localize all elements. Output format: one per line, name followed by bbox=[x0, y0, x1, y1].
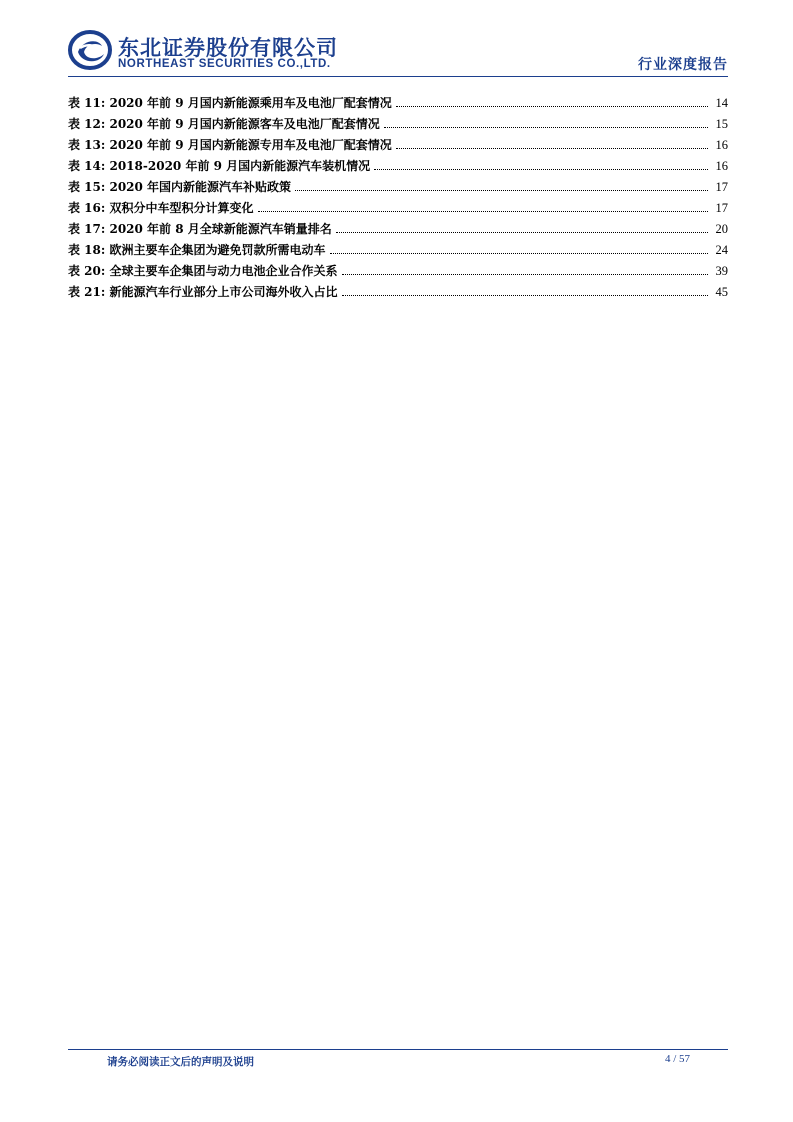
toc-entry-page: 45 bbox=[715, 285, 728, 299]
toc-entry[interactable] bbox=[68, 283, 728, 304]
toc-leader-dots bbox=[396, 147, 708, 149]
toc-entry-page: 14 bbox=[715, 96, 728, 110]
toc-leader-dots bbox=[396, 105, 708, 107]
toc-entry[interactable] bbox=[68, 157, 728, 178]
toc-entry-page: 24 bbox=[715, 243, 728, 257]
toc-entry[interactable] bbox=[68, 241, 728, 262]
toc-entry-page: 39 bbox=[715, 264, 728, 278]
toc-entry[interactable] bbox=[68, 199, 728, 220]
toc-leader-dots bbox=[342, 273, 709, 275]
footer-divider bbox=[68, 1049, 728, 1050]
toc-entry-label: 表 12: 2020 年前 9 月国内新能源客车及电池厂配套情况 bbox=[68, 117, 380, 131]
company-name-en: NORTHEAST SECURITIES CO.,LTD. bbox=[118, 58, 331, 70]
company-logo-icon bbox=[68, 30, 112, 70]
toc-entry-label: 表 21: 新能源汽车行业部分上市公司海外收入占比 bbox=[68, 285, 338, 299]
toc-entry-label: 表 17: 2020 年前 8 月全球新能源汽车销量排名 bbox=[68, 222, 332, 236]
toc-leader-dots bbox=[342, 294, 709, 296]
toc-entry[interactable] bbox=[68, 136, 728, 157]
toc-leader-dots bbox=[384, 126, 708, 128]
toc-entry-label: 表 20: 全球主要车企集团与动力电池企业合作关系 bbox=[68, 264, 338, 278]
toc-entry-label: 表 11: 2020 年前 9 月国内新能源乘用车及电池厂配套情况 bbox=[68, 96, 392, 110]
toc-entry-label: 表 18: 欧洲主要车企集团为避免罚款所需电动车 bbox=[68, 243, 326, 257]
toc-entry-page: 15 bbox=[715, 117, 728, 131]
page-number: 4 / 57 bbox=[664, 1053, 690, 1065]
page-header bbox=[68, 26, 728, 74]
toc-entry-page: 20 bbox=[715, 222, 728, 236]
table-of-tables bbox=[68, 94, 728, 304]
toc-entry-page: 16 bbox=[715, 159, 728, 173]
toc-leader-dots bbox=[258, 210, 709, 212]
toc-leader-dots bbox=[330, 252, 709, 254]
toc-entry-page: 17 bbox=[715, 180, 728, 194]
toc-entry[interactable] bbox=[68, 94, 728, 115]
toc-leader-dots bbox=[295, 189, 708, 191]
footer-disclaimer: 请务必阅读正文后的声明及说明 bbox=[107, 1056, 254, 1068]
toc-entry-label: 表 16: 双积分中车型积分计算变化 bbox=[68, 201, 254, 215]
report-type: 行业深度报告 bbox=[638, 57, 728, 73]
company-name-cn: 东北证券股份有限公司 bbox=[118, 36, 338, 60]
toc-entry-page: 17 bbox=[715, 201, 728, 215]
toc-entry[interactable] bbox=[68, 220, 728, 241]
toc-entry[interactable] bbox=[68, 178, 728, 199]
toc-entry-label: 表 14: 2018-2020 年前 9 月国内新能源汽车装机情况 bbox=[68, 159, 371, 173]
toc-leader-dots bbox=[374, 168, 708, 170]
toc-entry[interactable] bbox=[68, 115, 728, 136]
header-divider bbox=[68, 76, 728, 77]
toc-leader-dots bbox=[336, 231, 708, 233]
toc-entry-page: 16 bbox=[715, 138, 728, 152]
toc-entry-label: 表 13: 2020 年前 9 月国内新能源专用车及电池厂配套情况 bbox=[68, 138, 392, 152]
toc-entry[interactable] bbox=[68, 262, 728, 283]
toc-entry-label: 表 15: 2020 年国内新能源汽车补贴政策 bbox=[68, 180, 292, 194]
